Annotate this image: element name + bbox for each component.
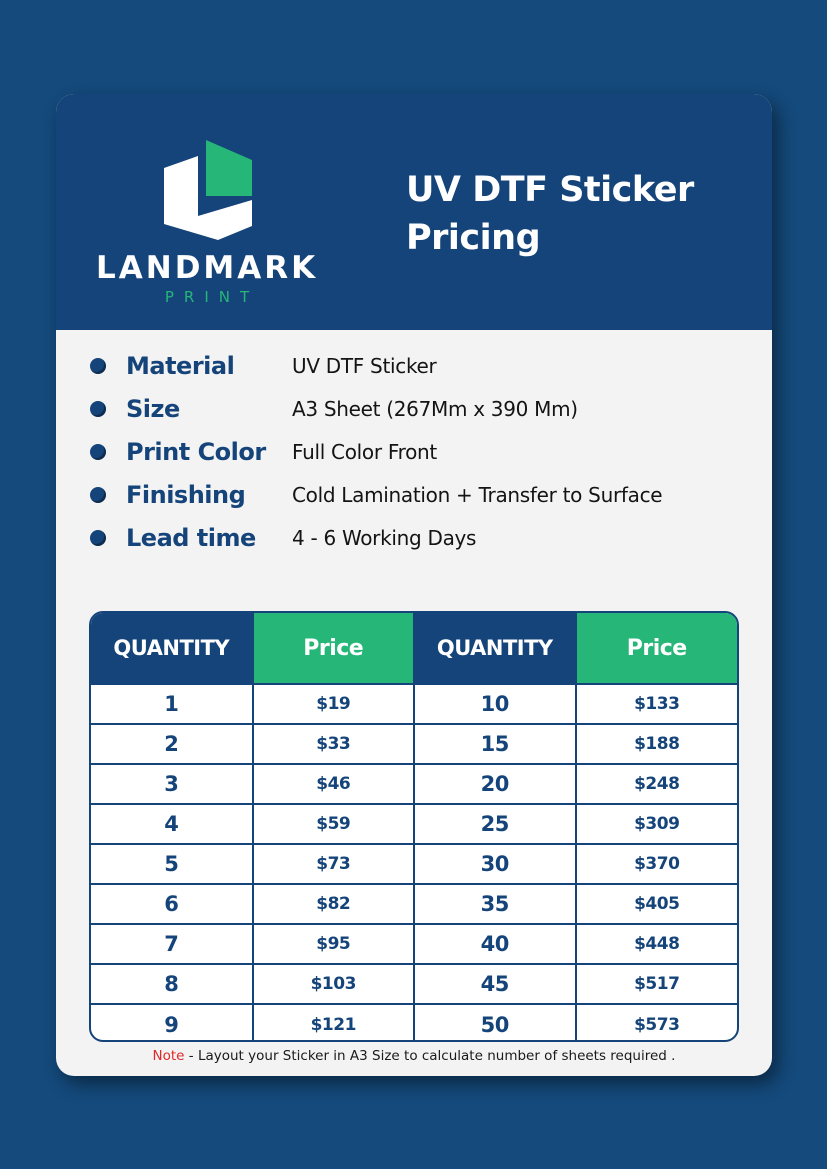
landmark-logo-icon [160,138,256,242]
quantity-cell: 4 [91,804,253,844]
spec-row-lead-time [88,516,748,559]
quantity-cell: 25 [414,804,576,844]
quantity-cell: 15 [414,724,576,764]
pricing-table-grid [91,613,737,1042]
quantity-cell: 5 [91,844,253,884]
spec-value: UV DTF Sticker [292,353,437,378]
price-cell: $121 [253,1004,415,1042]
table-row [91,684,737,724]
price-cell: $133 [576,684,738,724]
price-cell: $370 [576,844,738,884]
quantity-cell: 1 [91,684,253,724]
page-title: UV DTF Sticker Pricing [406,170,694,258]
price-cell: $82 [253,884,415,924]
table-row [91,804,737,844]
quantity-cell: 2 [91,724,253,764]
price-cell: $309 [576,804,738,844]
table-body [91,684,737,1042]
header-banner [56,94,772,330]
spec-row-size [88,387,748,430]
table-row [91,1004,737,1042]
spec-value: 4 - 6 Working Days [292,525,477,550]
spec-label: Print Color [126,437,266,466]
table-row [91,844,737,884]
price-cell: $33 [253,724,415,764]
table-header-row [91,613,737,684]
quantity-header: QUANTITY [91,613,253,684]
price-cell: $573 [576,1004,738,1042]
price-cell: $59 [253,804,415,844]
spec-row-print-color [88,430,748,473]
price-cell: $95 [253,924,415,964]
table-row [91,764,737,804]
table-row [91,724,737,764]
quantity-cell: 50 [414,1004,576,1042]
quantity-cell: 7 [91,924,253,964]
pricing-card [56,94,772,1076]
quantity-cell: 20 [414,764,576,804]
brand-name: LANDMARK [96,250,319,286]
bullet-icon [90,358,106,374]
footer-note [56,1048,772,1064]
quantity-cell: 9 [91,1004,253,1042]
price-cell: $517 [576,964,738,1004]
spec-label: Lead time [126,523,256,552]
quantity-cell: 6 [91,884,253,924]
price-cell: $405 [576,884,738,924]
price-cell: $73 [253,844,415,884]
note-text: - Layout your Sticker in A3 Size to calculate number of sheets required . [184,1048,676,1064]
price-cell: $188 [576,724,738,764]
price-cell: $448 [576,924,738,964]
price-cell: $248 [576,764,738,804]
bullet-icon [90,530,106,546]
table-row [91,884,737,924]
spec-label: Finishing [126,480,246,509]
quantity-cell: 8 [91,964,253,1004]
brand-subtitle: PRINT [164,288,260,306]
spec-row-material [88,344,748,387]
spec-value: Full Color Front [292,439,437,464]
table-row [91,964,737,1004]
spec-label: Material [126,351,235,380]
bullet-icon [90,401,106,417]
quantity-cell: 10 [414,684,576,724]
spec-row-finishing [88,473,748,516]
price-cell: $19 [253,684,415,724]
price-cell: $103 [253,964,415,1004]
quantity-cell: 45 [414,964,576,1004]
spec-label: Size [126,394,180,423]
bullet-icon [90,487,106,503]
quantity-header: QUANTITY [414,613,576,684]
note-key: Note [152,1048,185,1064]
spec-value: Cold Lamination + Transfer to Surface [292,482,663,507]
price-header: Price [253,613,415,684]
quantity-cell: 40 [414,924,576,964]
quantity-cell: 3 [91,764,253,804]
spec-value: A3 Sheet (267Mm x 390 Mm) [292,396,578,421]
bullet-icon [90,444,106,460]
price-cell: $46 [253,764,415,804]
pricing-table [89,611,739,1042]
table-row [91,924,737,964]
price-header: Price [576,613,738,684]
quantity-cell: 30 [414,844,576,884]
quantity-cell: 35 [414,884,576,924]
spec-list [88,344,748,559]
